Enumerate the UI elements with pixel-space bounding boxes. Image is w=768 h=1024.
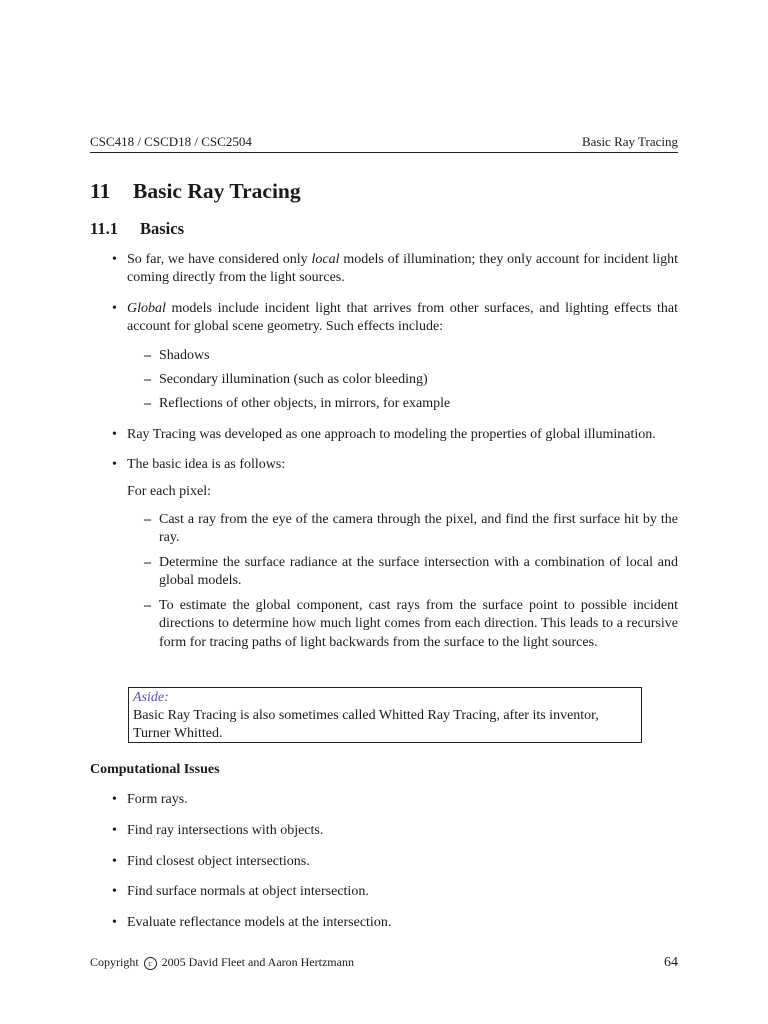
subsection-number: 11.1 (90, 219, 118, 238)
page-number: 64 (664, 955, 678, 970)
bullet-text: models include incident light that arrives from other surfaces, and lighting effects that account for global scene geometry. Such effects include: (127, 300, 678, 335)
sublist-item: – Secondary illumination (such as color bleeding) (127, 371, 678, 389)
subsection-heading (90, 219, 184, 239)
bullet-text: models of illumination; they only account for incident light coming directly from the light sources. (127, 252, 678, 286)
list-item: • Find closest object intersections. (90, 853, 678, 871)
for-each-pixel-label: For each pixel: (127, 483, 211, 499)
copyright-icon: c (144, 957, 157, 970)
computational-issues-heading: Computational Issues (90, 762, 220, 777)
computational-bullet-list (90, 791, 678, 933)
section-number: 11 (90, 179, 111, 203)
emphasis-global: Global (127, 300, 166, 316)
sublist-item: – Cast a ray from the eye of the camera through the pixel, and find the first surface hit by the ray. (127, 511, 678, 548)
list-item: • Ray Tracing was developed as one approach to modeling the properties of global illumination. (90, 426, 678, 444)
sublist-item: – Shadows (127, 347, 678, 365)
sublist-item: – Reflections of other objects, in mirrors, for example (127, 395, 678, 413)
copyright-holders: 2005 David Fleet and Aaron Hertzmann (161, 955, 354, 969)
bullet-text: The basic idea is as follows: (127, 457, 286, 473)
section-heading (90, 178, 301, 204)
basics-content (90, 251, 678, 664)
sublist-item: – To estimate the global component, cast rays from the surface point to possible incident directions to determine how much light comes from each direction. This leads to a recursive form for tracing paths of light backwards from the surface to the light sources. (127, 597, 678, 652)
page-footer (90, 954, 678, 971)
list-item (90, 300, 678, 414)
sublist-item: – Determine the surface radiance at the surface intersection with a combination of local and global models. (127, 554, 678, 591)
header-course-codes: CSC418 / CSCD18 / CSC2504 (90, 134, 252, 149)
steps-sublist (127, 511, 678, 652)
copyright-label: Copyright (90, 955, 139, 969)
section-title-text: Basic Ray Tracing (133, 179, 301, 203)
list-item: • Find ray intersections with objects. (90, 822, 678, 840)
list-item: • Form rays. (90, 791, 678, 809)
list-item (90, 456, 678, 652)
computational-content (90, 791, 678, 945)
header-chapter-title: Basic Ray Tracing (581, 134, 678, 149)
basics-bullet-list (90, 251, 678, 652)
running-header (90, 134, 678, 153)
list-item (90, 251, 678, 288)
list-item: • Evaluate reflectance models at the intersection. (90, 914, 678, 932)
list-item: • Find surface normals at object intersection. (90, 883, 678, 901)
aside-text: Basic Ray Tracing is also sometimes called Whitted Ray Tracing, after its inventor, Turner Whitted. (133, 708, 599, 741)
effects-sublist (127, 347, 678, 414)
copyright-notice (90, 954, 354, 970)
aside-box (128, 687, 642, 743)
subsection-title-text: Basics (140, 219, 185, 238)
emphasis-local: local (311, 252, 340, 267)
bullet-text: So far, we have considered only (127, 252, 312, 267)
aside-title: Aside: (133, 690, 169, 705)
